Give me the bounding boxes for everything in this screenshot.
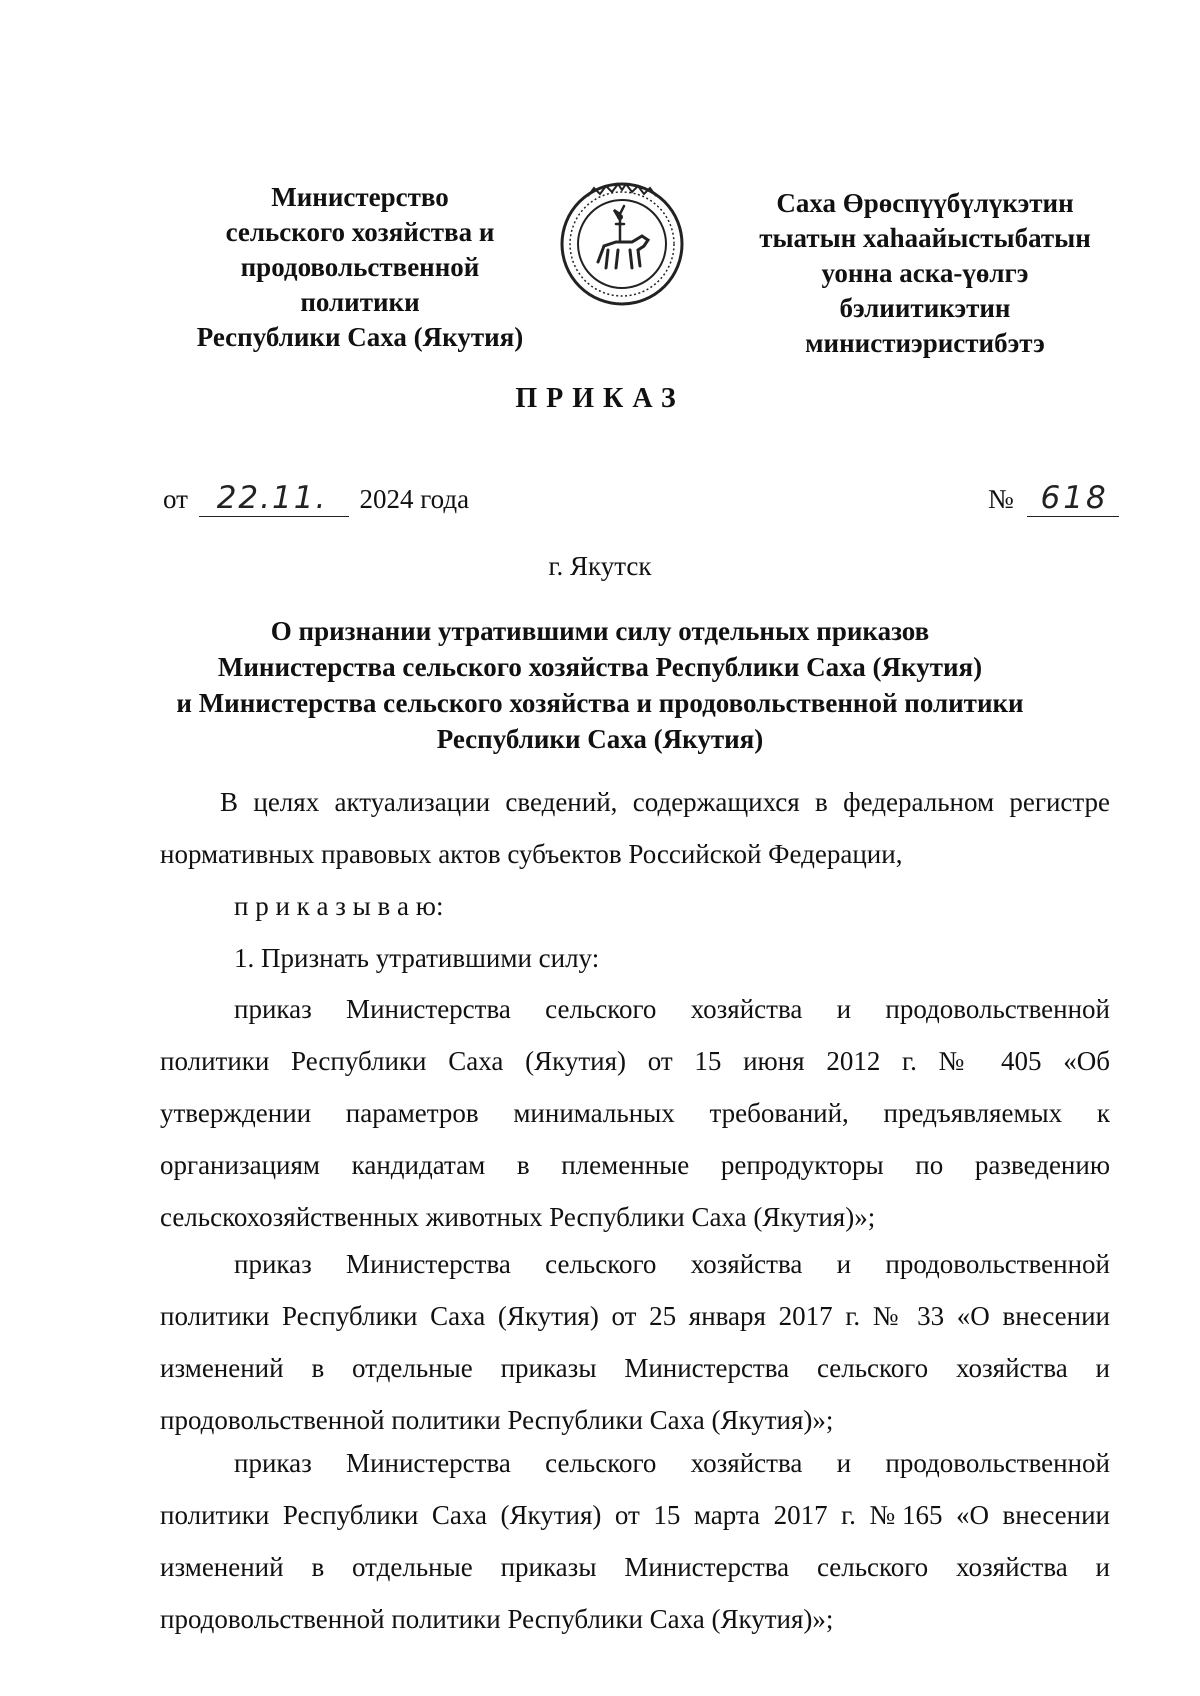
ministry-name-yakut	[725, 186, 1125, 361]
order-directive: п р и к а з ы в а ю:	[234, 891, 444, 921]
title-line: О признании утратившими силу отдельных приказов	[270, 616, 930, 646]
preamble-line: В целях актуализации сведений, содержащихся в федеральном регистре	[220, 787, 1110, 817]
order-title	[130, 613, 1070, 757]
ministry-name-line: Республики Саха (Якутия)	[196, 322, 524, 352]
order-line: приказ Министерства сельского хозяйства и продовольственной	[234, 1249, 1110, 1279]
ministry-name-line: Министерство	[271, 182, 449, 212]
order-line: политики Республики Саха (Якутия) от 15 июня 2012 г. № 405 «Об	[160, 1046, 1110, 1076]
order-line: приказ Министерства сельского хозяйства и продовольственной	[234, 994, 1110, 1024]
order-line: организациям кандидатам в племенные репродукторы по разведению	[160, 1150, 1110, 1180]
ministry-name-line: Саха Өрөспүүбүлүкэтин	[776, 188, 1074, 218]
order-date	[163, 480, 469, 517]
ministry-name-line: бэлиитикэтин	[839, 293, 1011, 323]
item-1-heading: 1. Признать утратившими силу:	[234, 943, 600, 973]
order-line: утверждении параметров минимальных требований, предъявляемых к	[160, 1098, 1110, 1128]
document-type-heading: ПРИКАЗ	[515, 383, 685, 414]
order-line: изменений в отдельные приказы Министерства сельского хозяйства и	[160, 1353, 1110, 1383]
order-line: сельскохозяйственных животных Республики Саха (Якутия)»;	[160, 1202, 876, 1232]
repealed-order-2	[160, 1238, 1110, 1446]
preamble	[160, 776, 1110, 984]
order-line: политики Республики Саха (Якутия) от 25 января 2017 г. № 33 «О внесении	[160, 1301, 1110, 1331]
date-prefix: от	[163, 484, 188, 514]
ministry-name-line: уонна аска-үөлгэ	[821, 258, 1029, 288]
ministry-name-line: тыатын хаһаайыстыбатын	[759, 223, 1091, 253]
order-line: изменений в отдельные приказы Министерства сельского хозяйства и	[160, 1552, 1110, 1582]
order-line: продовольственной политики Республики Саха (Якутия)»;	[160, 1405, 834, 1435]
coat-of-arms-emblem	[558, 180, 686, 308]
order-number	[988, 480, 1119, 517]
ministry-name-line: сельского хозяйства и	[225, 217, 495, 247]
title-line: и Министерства сельского хозяйства и продовольственной политики	[176, 688, 1024, 718]
repealed-order-1	[160, 983, 1110, 1243]
order-line: политики Республики Саха (Якутия) от 15 марта 2017 г. №165 «О внесении	[160, 1500, 1110, 1530]
preamble-line: нормативных правовых актов субъектов Российской Федерации,	[160, 839, 903, 869]
ministry-name-line: политики	[300, 287, 420, 317]
number-label: №	[988, 484, 1014, 514]
city-name: г. Якутск	[548, 551, 652, 581]
ministry-name-line: министиэристибэтэ	[805, 328, 1045, 358]
order-line: приказ Министерства сельского хозяйства и продовольственной	[234, 1448, 1110, 1478]
title-line: Республики Саха (Якутия)	[436, 724, 764, 754]
handwritten-date: 22.11.	[199, 480, 349, 517]
handwritten-number: 618	[1027, 480, 1119, 517]
ministry-name-russian	[160, 180, 560, 355]
date-year: 2024 года	[359, 484, 470, 514]
ministry-name-line: продовольственной	[240, 252, 480, 282]
repealed-order-3	[160, 1437, 1110, 1645]
title-line: Министерства сельского хозяйства Республики Саха (Якутия)	[217, 652, 983, 682]
order-line: продовольственной политики Республики Саха (Якутия)»;	[160, 1604, 834, 1634]
